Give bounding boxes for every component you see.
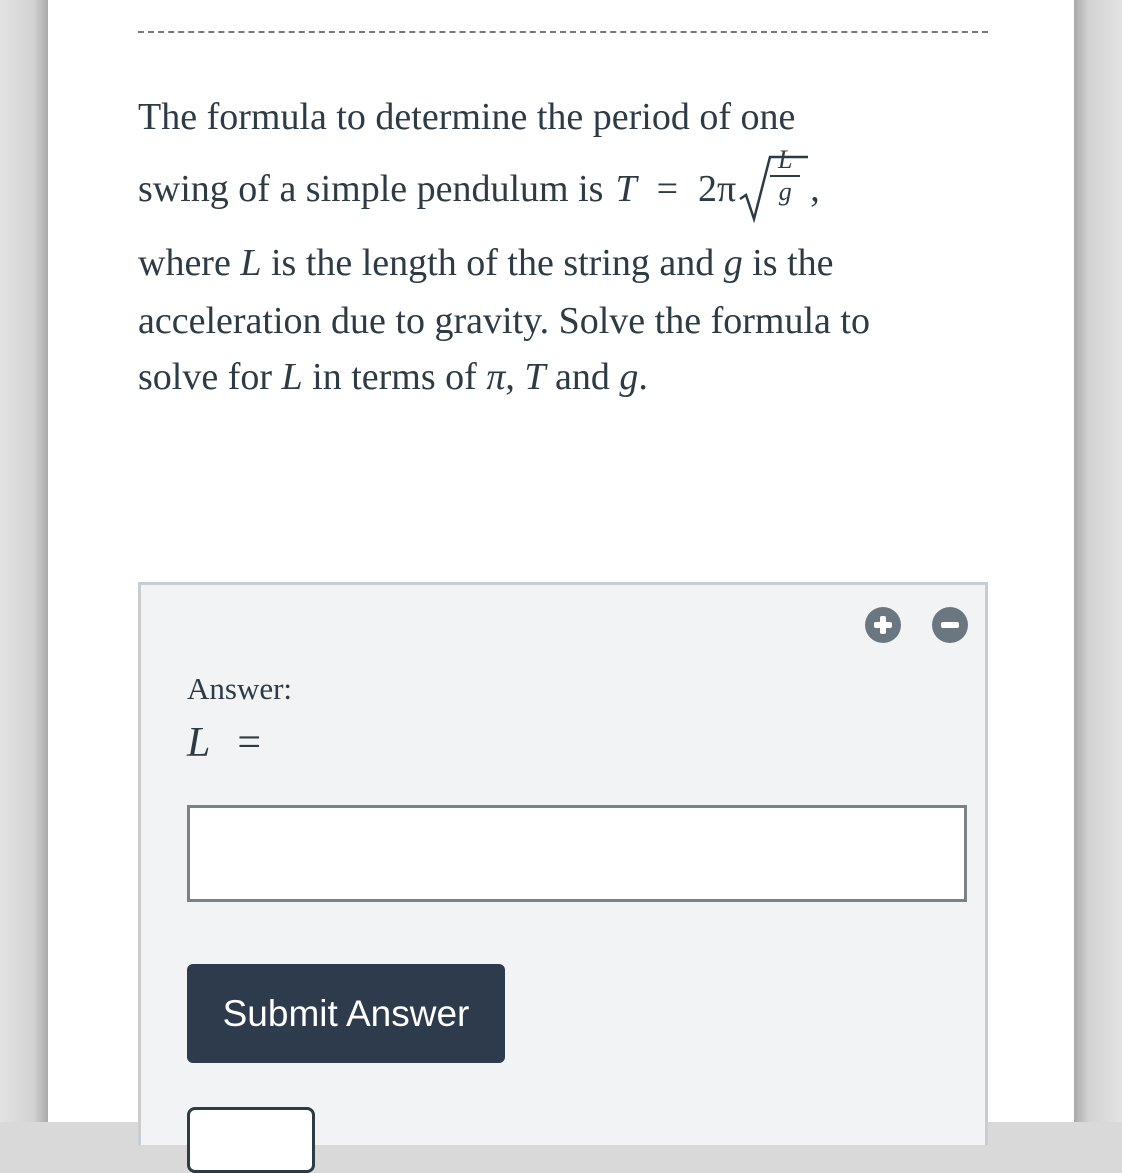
fraction — [770, 147, 800, 205]
question-line-2: swing of a simple pendulum is T = 2π $\frac{L}{g}$ , — [138, 164, 820, 214]
formula-coefficient: 2π — [698, 168, 737, 210]
question-line-4: acceleration due to gravity. Solve the formula to — [138, 300, 870, 342]
secondary-button[interactable] — [187, 1107, 315, 1173]
plus-circle-icon[interactable] — [865, 607, 901, 643]
answer-label: Answer: — [187, 671, 293, 706]
answer-panel — [138, 582, 988, 1145]
right-shadow — [1074, 0, 1122, 1122]
dashed-divider — [138, 31, 988, 33]
formula-trailing-comma: , — [810, 168, 820, 210]
answer-variable: L = — [187, 720, 262, 766]
question-line-3: where L is the length of the string and g is the — [138, 242, 834, 284]
fraction-numerator: L — [770, 147, 800, 177]
formula-equals: = — [656, 168, 679, 210]
answer-input[interactable] — [187, 805, 967, 902]
fraction-denominator: g — [778, 177, 792, 207]
question-line-5: solve for L in terms of π, T and g. — [138, 356, 648, 398]
submit-answer-button[interactable]: Submit Answer — [187, 964, 505, 1063]
question-page — [48, 0, 1074, 1122]
question-line-1: The formula to determine the period of one — [138, 96, 796, 138]
sqrt-fraction — [736, 145, 810, 217]
minus-circle-icon[interactable] — [932, 607, 968, 643]
left-shadow — [0, 0, 48, 1122]
formula-lhs: T — [615, 168, 637, 210]
